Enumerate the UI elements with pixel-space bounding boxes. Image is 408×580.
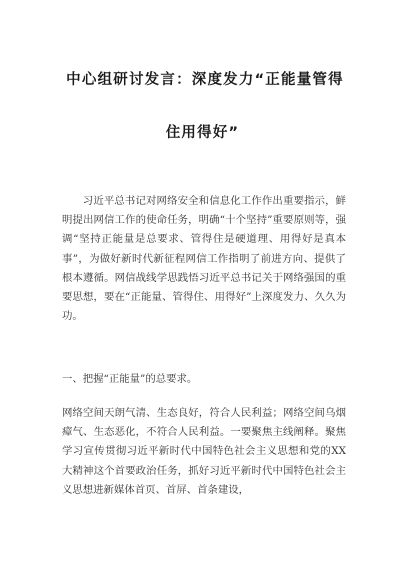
section-heading-1: 一、把握“正能量”的总要求。 [62, 373, 198, 385]
document-title-line-2: 住用得好” [165, 125, 240, 141]
paragraph-section-1: 网络空间天朗气清、生态良好，符合人民利益；网络空间乌烟瘴气、生态恶化，不符合人民利益。一要聚焦主线阐释。聚焦学习宣传贯彻习近平新时代中国特色社会主义思想和党的XX大精神这个首要政治任务，抓好习近平新时代中国特色社会主义思想进新媒体首页、首屏、首条建设， [62, 407, 346, 496]
document-title-line-1: 中心组研讨发言：深度发力“正能量管得 [66, 72, 344, 88]
paragraph-intro: 习近平总书记对网络安全和信息化工作作出重要指示，鲜明提出网信工作的使命任务，明确“十个坚持”重要原则等，强调“坚持正能量是总要求、管得住是硬道理、用得好是真本事”，为做好新时代新征程网信工作指明了前进方向、提供了根本遵循。网信战线学思践悟习近平总书记关于网络强国的重要思想，要在“正能量、管得住、用得好”上深度发力、久久为功。 [62, 195, 346, 323]
